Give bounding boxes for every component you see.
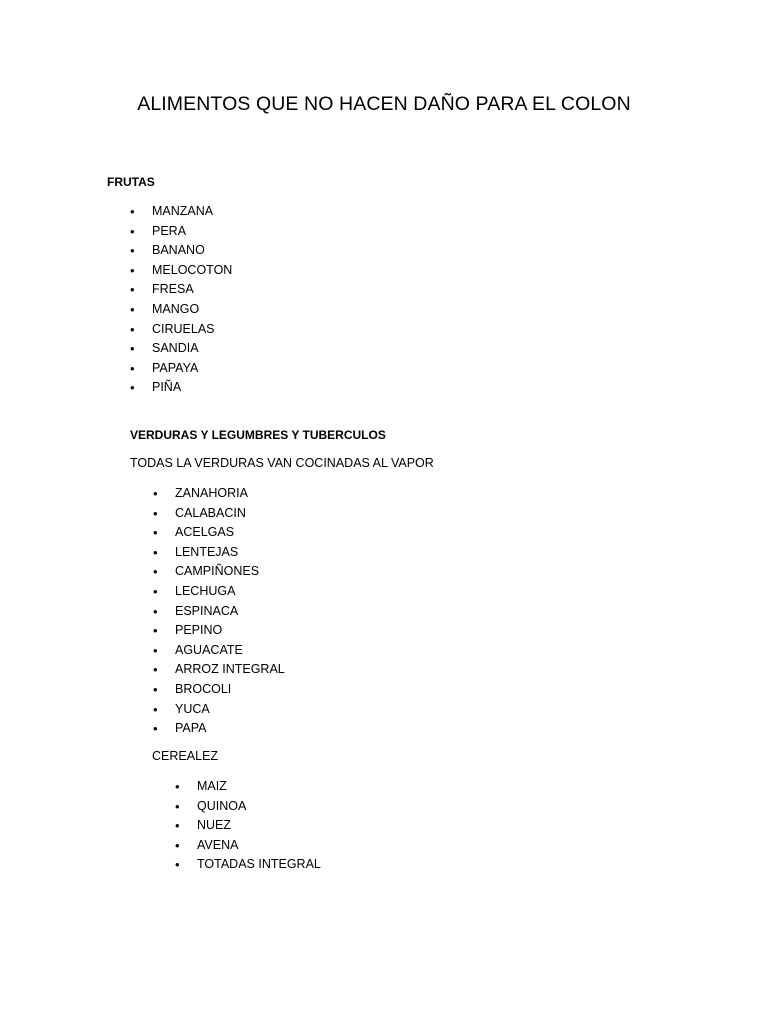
section-note-verduras: TODAS LA VERDURAS VAN COCINADAS AL VAPOR <box>130 456 434 470</box>
list-item: • PEPINO <box>153 621 285 641</box>
list-item: • AGUACATE <box>153 641 285 661</box>
list-item: • SANDIA <box>130 339 232 359</box>
list-item: • PERA <box>130 222 232 242</box>
list-item: • QUINOA <box>175 797 321 817</box>
list-item: • YUCA <box>153 700 285 720</box>
document-title: ALIMENTOS QUE NO HACEN DAÑO PARA EL COLON <box>137 93 631 115</box>
list-item: • BANANO <box>130 241 232 261</box>
list-item: • TOTADAS INTEGRAL <box>175 855 321 875</box>
list-item: • LECHUGA <box>153 582 285 602</box>
list-item: • BROCOLI <box>153 680 285 700</box>
list-item: • MANGO <box>130 300 232 320</box>
list-item: • LENTEJAS <box>153 543 285 563</box>
list-item: • PIÑA <box>130 378 232 398</box>
list-item: • AVENA <box>175 836 321 856</box>
cereales-list <box>175 777 321 875</box>
list-item: • MANZANA <box>130 202 232 222</box>
frutas-list <box>130 202 232 398</box>
section-heading-verduras: VERDURAS Y LEGUMBRES Y TUBERCULOS <box>130 428 386 442</box>
section-heading-cereales: CEREALEZ <box>152 749 218 763</box>
list-item: • ACELGAS <box>153 523 285 543</box>
list-item: • PAPA <box>153 719 285 739</box>
list-item: • CAMPIÑONES <box>153 562 285 582</box>
list-item: • PAPAYA <box>130 359 232 379</box>
list-item: • MELOCOTON <box>130 261 232 281</box>
list-item: • CALABACIN <box>153 504 285 524</box>
list-item: • ZANAHORIA <box>153 484 285 504</box>
list-item: • CIRUELAS <box>130 320 232 340</box>
list-item: • FRESA <box>130 280 232 300</box>
list-item: • ESPINACA <box>153 602 285 622</box>
list-item: • NUEZ <box>175 816 321 836</box>
section-heading-frutas: FRUTAS <box>107 175 155 189</box>
verduras-list <box>153 484 285 739</box>
list-item: • ARROZ INTEGRAL <box>153 660 285 680</box>
list-item: • MAIZ <box>175 777 321 797</box>
